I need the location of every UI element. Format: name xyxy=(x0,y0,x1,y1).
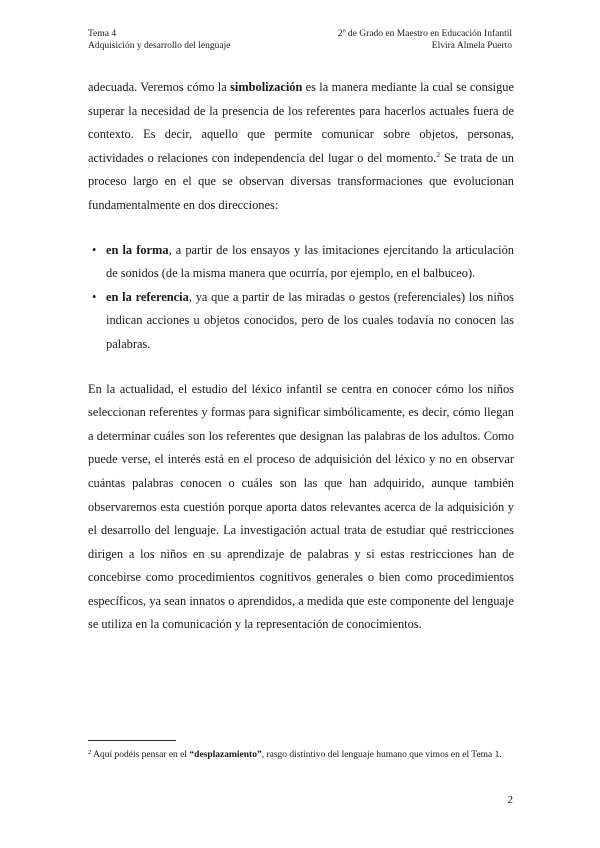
header-author: Elvira Almela Puerto xyxy=(431,41,512,51)
text-run: , ya que a partir de las miradas o gestos (referenciales) los niños indican acciones u objetos conocidos, pero de los cuales todavía no conocen las palabras. xyxy=(106,289,514,351)
footnote-number: 2 xyxy=(88,749,92,756)
header-left xyxy=(88,28,230,52)
text-run: es la manera mediante la cual se consigue superar la necesidad de la presencia de los referentes para hacerlos actuales fuera de contexto. Es decir, aquello que permite comunicar sobre objetos, personas, actividades o relaciones con independencia del lugar o del momento. xyxy=(88,80,514,165)
bullet-icon: • xyxy=(92,242,97,257)
bold-term-forma: en la forma xyxy=(106,242,169,257)
page-number: 2 xyxy=(507,794,513,806)
header-degree: 2º de Grado en Maestro en Educación Infantil xyxy=(337,29,512,39)
list-item-referencia xyxy=(88,286,514,357)
header-topic: Tema 4 xyxy=(88,29,117,39)
text-run: Se trata de un proceso largo en el que se observan diversas transformaciones que evolucionan fundamentalmente en dos direcciones: xyxy=(88,150,514,212)
text-run: , rasgo distintivo del lenguaje humano que vimos en el Tema 1. xyxy=(261,750,502,760)
footnote xyxy=(88,749,514,761)
page-body xyxy=(88,76,514,637)
text-run: adecuada. Veremos cómo la xyxy=(88,80,231,94)
footnote-reference[interactable]: 2 xyxy=(436,149,441,159)
bullet-icon: • xyxy=(92,289,97,304)
header-right xyxy=(338,28,512,52)
paragraph-lexico: En la actualidad, el estudio del léxico infantil se centra en conocer cómo los niños seleccionan referentes y formas para significar simbólicamente, es decir, cómo llegan a determinar cuáles son los referentes que designan las palabras de los adultos. Como puede verse, el interés está en el proceso de adquisición del léxico y no en observar cuántas palabras conocen o cuáles son las que han adquirido, aunque también observaremos esta cuestión porque aporta datos relevantes acerca de la adquisición y el desarrollo del lenguaje. La investigación actual trata de estudiar qué restricciones dirigen a los niños en su aprendizaje de palabras y si estas restricciones han de concebirse como procedimientos cognitivos generales o bien como procedimientos específicos, ya sean innatos o aprendidos, a medida que este componente del lenguaje se utiliza en la comunicación y la representación de conocimientos. xyxy=(88,381,514,632)
list-item-forma xyxy=(88,239,514,286)
bold-term-simbolizacion: simbolización xyxy=(230,80,303,94)
paragraph-symbolization xyxy=(88,76,514,218)
bold-term-desplazamiento: “desplazamiento” xyxy=(189,750,262,760)
bold-term-referencia: en la referencia xyxy=(106,289,189,304)
header-subject: Adquisición y desarrollo del lenguaje xyxy=(88,41,231,51)
text-run: , a partir de los ensayos y las imitaciones ejercitando la articulación de sonidos (de la misma manera que ocurría, por ejemplo, en el balbuceo). xyxy=(106,242,514,281)
footnote-separator xyxy=(88,740,176,741)
bullet-list xyxy=(88,239,514,357)
text-run: Aquí podéis pensar en el xyxy=(91,750,190,760)
